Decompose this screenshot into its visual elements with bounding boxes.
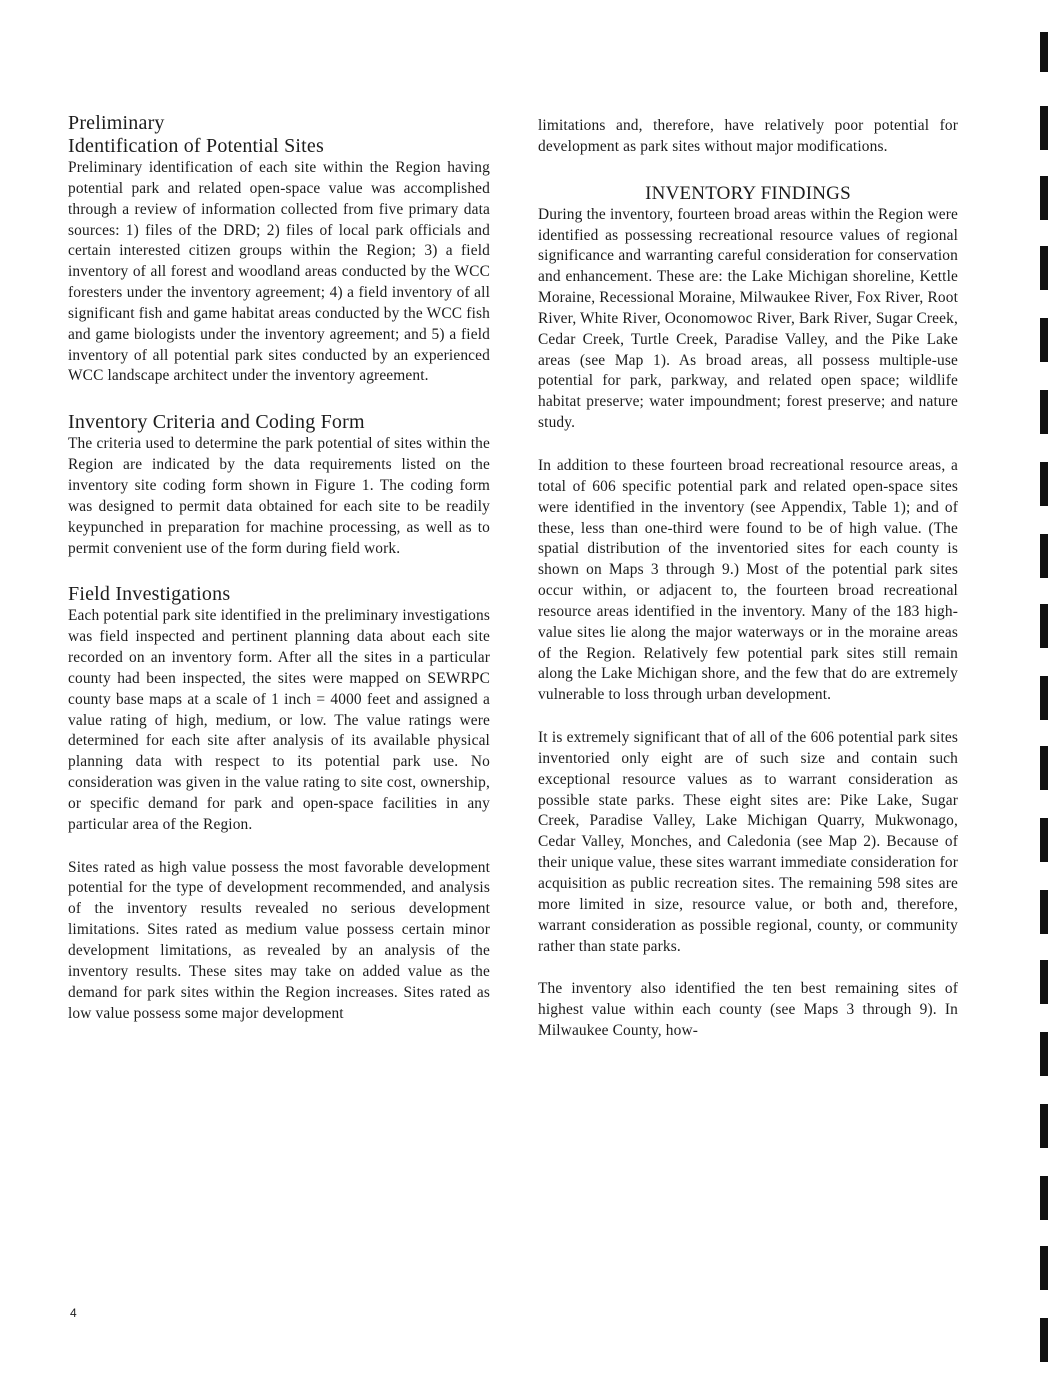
- section-heading-inventory-criteria: Inventory Criteria and Coding Form: [68, 411, 365, 434]
- binding-mark: [1040, 1104, 1048, 1148]
- binding-mark: [1040, 1032, 1048, 1076]
- paragraph-state-park-sites: It is extremely significant that of all of the 606 potential park sites inventoried only eight are of such size and contain such exceptional resource values as to warrant consideration as possible state parks. These eight sites are: Pike Lake, Sugar Creek, Paradise Valley, Lake Michigan Quarry, Mukwonago, Cedar Valley, Monches, and Caledonia (see Map 2). Because of their unique value, these sites warrant immediate consideration for acquisition as public recreation sites. The remaining 598 sites are more limited in size, resource value, or both and, therefore, warrant consideration as possible regional, county, or community rather than state parks.: [538, 729, 958, 955]
- paragraph-site-ratings: Sites rated as high value possess the most favorable development potential for the type of development recommended, and analysis of the inventory results revealed no serious development limitations. Sites rated as medium value possess certain minor development limitations, as revealed by an analysis of the inventory results. These sites may take on added value as the demand for park sites within the Region increases. Sites rated as low value possess some major development: [68, 858, 490, 1022]
- binding-mark: [1040, 1318, 1048, 1362]
- binding-mark: [1040, 32, 1048, 72]
- binding-mark: [1040, 604, 1048, 648]
- binding-mark: [1040, 106, 1048, 150]
- section-heading-preliminary: Preliminary: [68, 112, 165, 134]
- binding-mark: [1040, 176, 1048, 220]
- page-number: 4: [70, 1306, 77, 1320]
- right-column: [538, 116, 958, 1042]
- section-heading-identification: Identification of Potential Sites: [68, 135, 324, 157]
- binding-mark: [1040, 390, 1048, 434]
- binding-mark: [1040, 818, 1048, 862]
- paragraph-field-investigations: Each potential park site identified in the preliminary investigations was field inspected and pertinent planning data about each site recorded on an inventory form. After all the sites in a particular county had been inspected, the sites were mapped on SEWRPC county base maps at a scale of 1 inch = 4000 feet and assigned a value rating of high, medium, or low. The value ratings were determined for each site after analysis of its available physical planning data with respect to its potential park use. No consideration was given in the value rating to site cost, ownership, or specific demand for park and open-space facilities in any particular area of the Region.: [68, 607, 490, 833]
- section-heading-field-investigations: Field Investigations: [68, 583, 231, 606]
- paragraph-inventory-criteria: The criteria used to determine the park potential of sites within the Region are indicated by the data requirements listed on the inventory site coding form shown in Figure 1. The coding form was designed to permit data obtained for each site to be readily keypunched in preparation for machine processing, as well as to permit convenient use of the form during field work.: [68, 435, 490, 557]
- paragraph-continuation: limitations and, therefore, have relatively poor potential for development as park sites without major modifications.: [538, 117, 958, 155]
- binding-mark: [1040, 534, 1048, 578]
- binding-mark: [1040, 246, 1048, 290]
- binding-mark: [1040, 462, 1048, 506]
- binding-mark: [1040, 960, 1048, 1004]
- binding-mark: [1040, 890, 1048, 934]
- binding-mark: [1040, 1176, 1048, 1220]
- binding-mark: [1040, 746, 1048, 790]
- section-heading-inventory-findings: INVENTORY FINDINGS: [645, 182, 851, 204]
- left-column: [68, 112, 490, 1024]
- paragraph-preliminary-identification: Preliminary identification of each site within the Region having potential park and related open-space value was accomplished through a review of information collected from five primary data sources: 1) files of the DRD; 2) files of local park officials and certain interested citizen groups within the Region; 3) a field inventory of all forest and woodland areas conducted by the WCC foresters under the inventory agreement; 4) a field inventory of all significant fish and game habitat areas conducted by the WCC fish and game biologists under the inventory agreement; and 5) a field inventory of all potential park sites conducted by an experienced WCC landscape architect under the inventory agreement.: [68, 159, 490, 385]
- paragraph-specific-sites: In addition to these fourteen broad recreational resource areas, a total of 606 specific potential park and related open-space sites were identified in the inventory (see Appendix, Table 1); and of these, less than one-third were found to be of high value. (The spatial distribution of the inventoried sites for each county is shown on Maps 3 through 9.) Most of the potential park sites occur within, or adjacent to, the fourteen broad recreational resource areas identified in the inventory. Many of the 183 high-value sites lie along the major waterways or in the moraine areas of the Region. Relatively few potential park sites still remain along the Lake Michigan shore, and the few that do are extremely vulnerable to loss through urban development.: [538, 456, 958, 704]
- binding-mark: [1040, 1246, 1048, 1290]
- binding-mark: [1040, 318, 1048, 362]
- paragraph-ten-best-sites: The inventory also identified the ten best remaining sites of highest value within each county (see Maps 3 through 9). In Milwaukee County, how-: [538, 980, 958, 1040]
- binding-mark: [1040, 676, 1048, 720]
- paragraph-broad-areas: During the inventory, fourteen broad areas within the Region were identified as possessing recreational resource values of regional significance and warranting careful consideration for conservation and enhancement. These are: the Lake Michigan shoreline, Kettle Moraine, Recessional Moraine, Milwaukee River, Fox River, Root River, White River, Oconomowoc River, Bark River, Sugar Creek, Cedar Creek, Turtle Creek, Paradise Valley, and the Pike Lake areas (see Map 1). As broad areas, all possess multiple-use potential for park, parkway, and related open space; wildlife habitat preserve; water impoundment; forest preserve; and nature study.: [538, 205, 958, 432]
